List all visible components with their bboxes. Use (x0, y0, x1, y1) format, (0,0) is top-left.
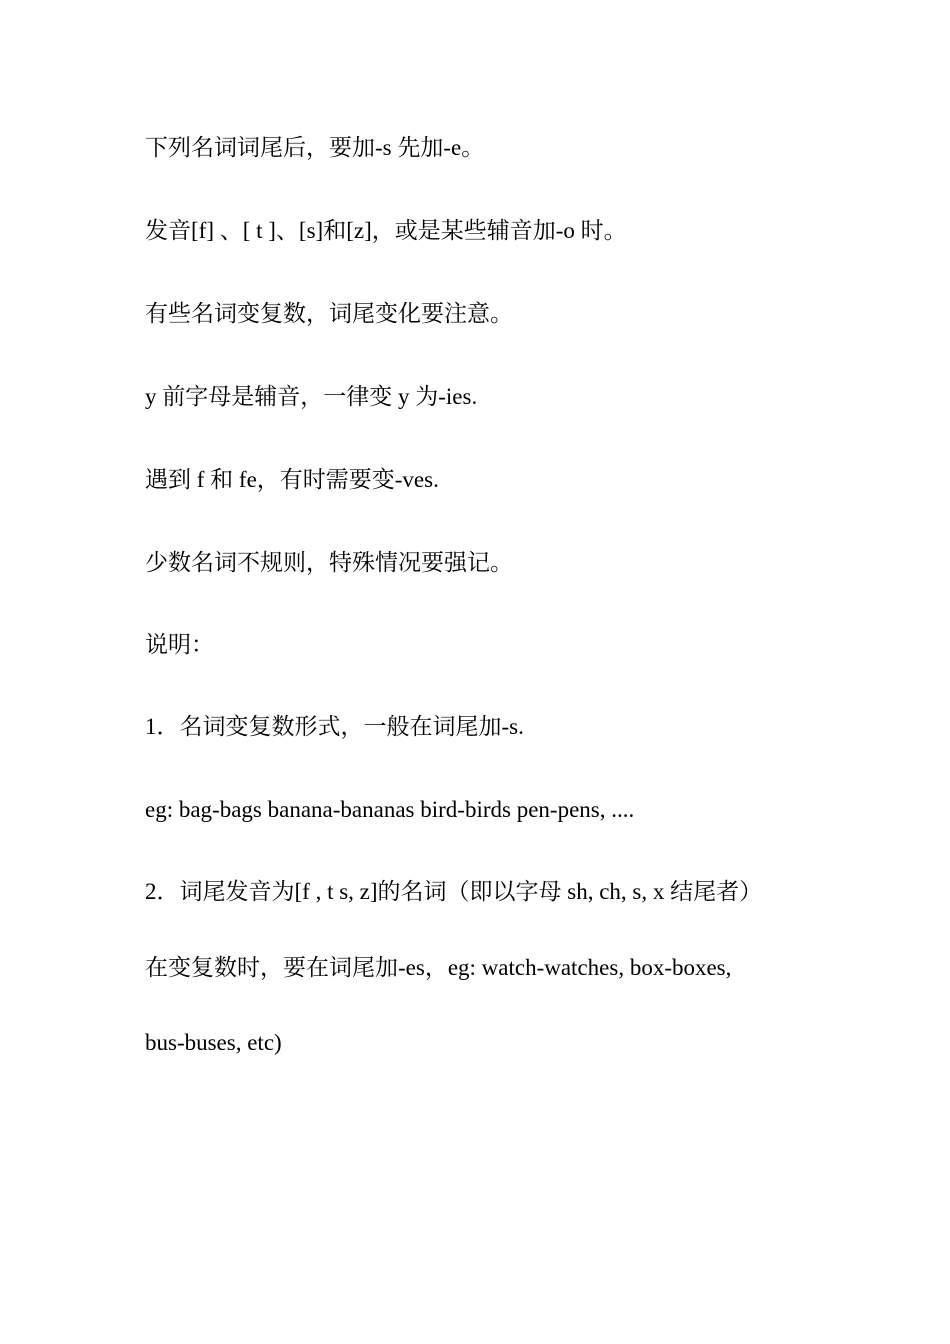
rhyme-line-6: 少数名词不规则，特殊情况要强记。 (145, 550, 513, 575)
rhyme-line-4: y 前字母是辅音，一律变 y 为-ies. (145, 384, 478, 409)
rule-2-text: 2．词尾发音为[f , t s, z]的名词（即以字母 sh, ch, s, x 结尾者） (145, 879, 763, 904)
explanation-heading: 说明： (145, 632, 214, 657)
rhyme-line-2: 发音[f] 、[ t ]、[s]和[z]，或是某些辅音加-o 时。 (145, 218, 627, 243)
rhyme-line-1: 下列名词词尾后，要加-s 先加-e。 (145, 135, 485, 160)
rule-1-example: eg: bag-bags banana-bananas bird-birds pen-pens, .... (145, 797, 635, 822)
rhyme-line-5: 遇到 f 和 fe，有时需要变-ves. (145, 467, 439, 492)
rule-2-continuation: 在变复数时，要在词尾加-es，eg: watch-watches, box-boxes, (145, 955, 732, 980)
rule-2-example-end: bus-buses, etc) (145, 1030, 282, 1055)
rhyme-line-3: 有些名词变复数，词尾变化要注意。 (145, 301, 513, 326)
rule-1-text: 1．名词变复数形式，一般在词尾加-s. (145, 714, 524, 739)
